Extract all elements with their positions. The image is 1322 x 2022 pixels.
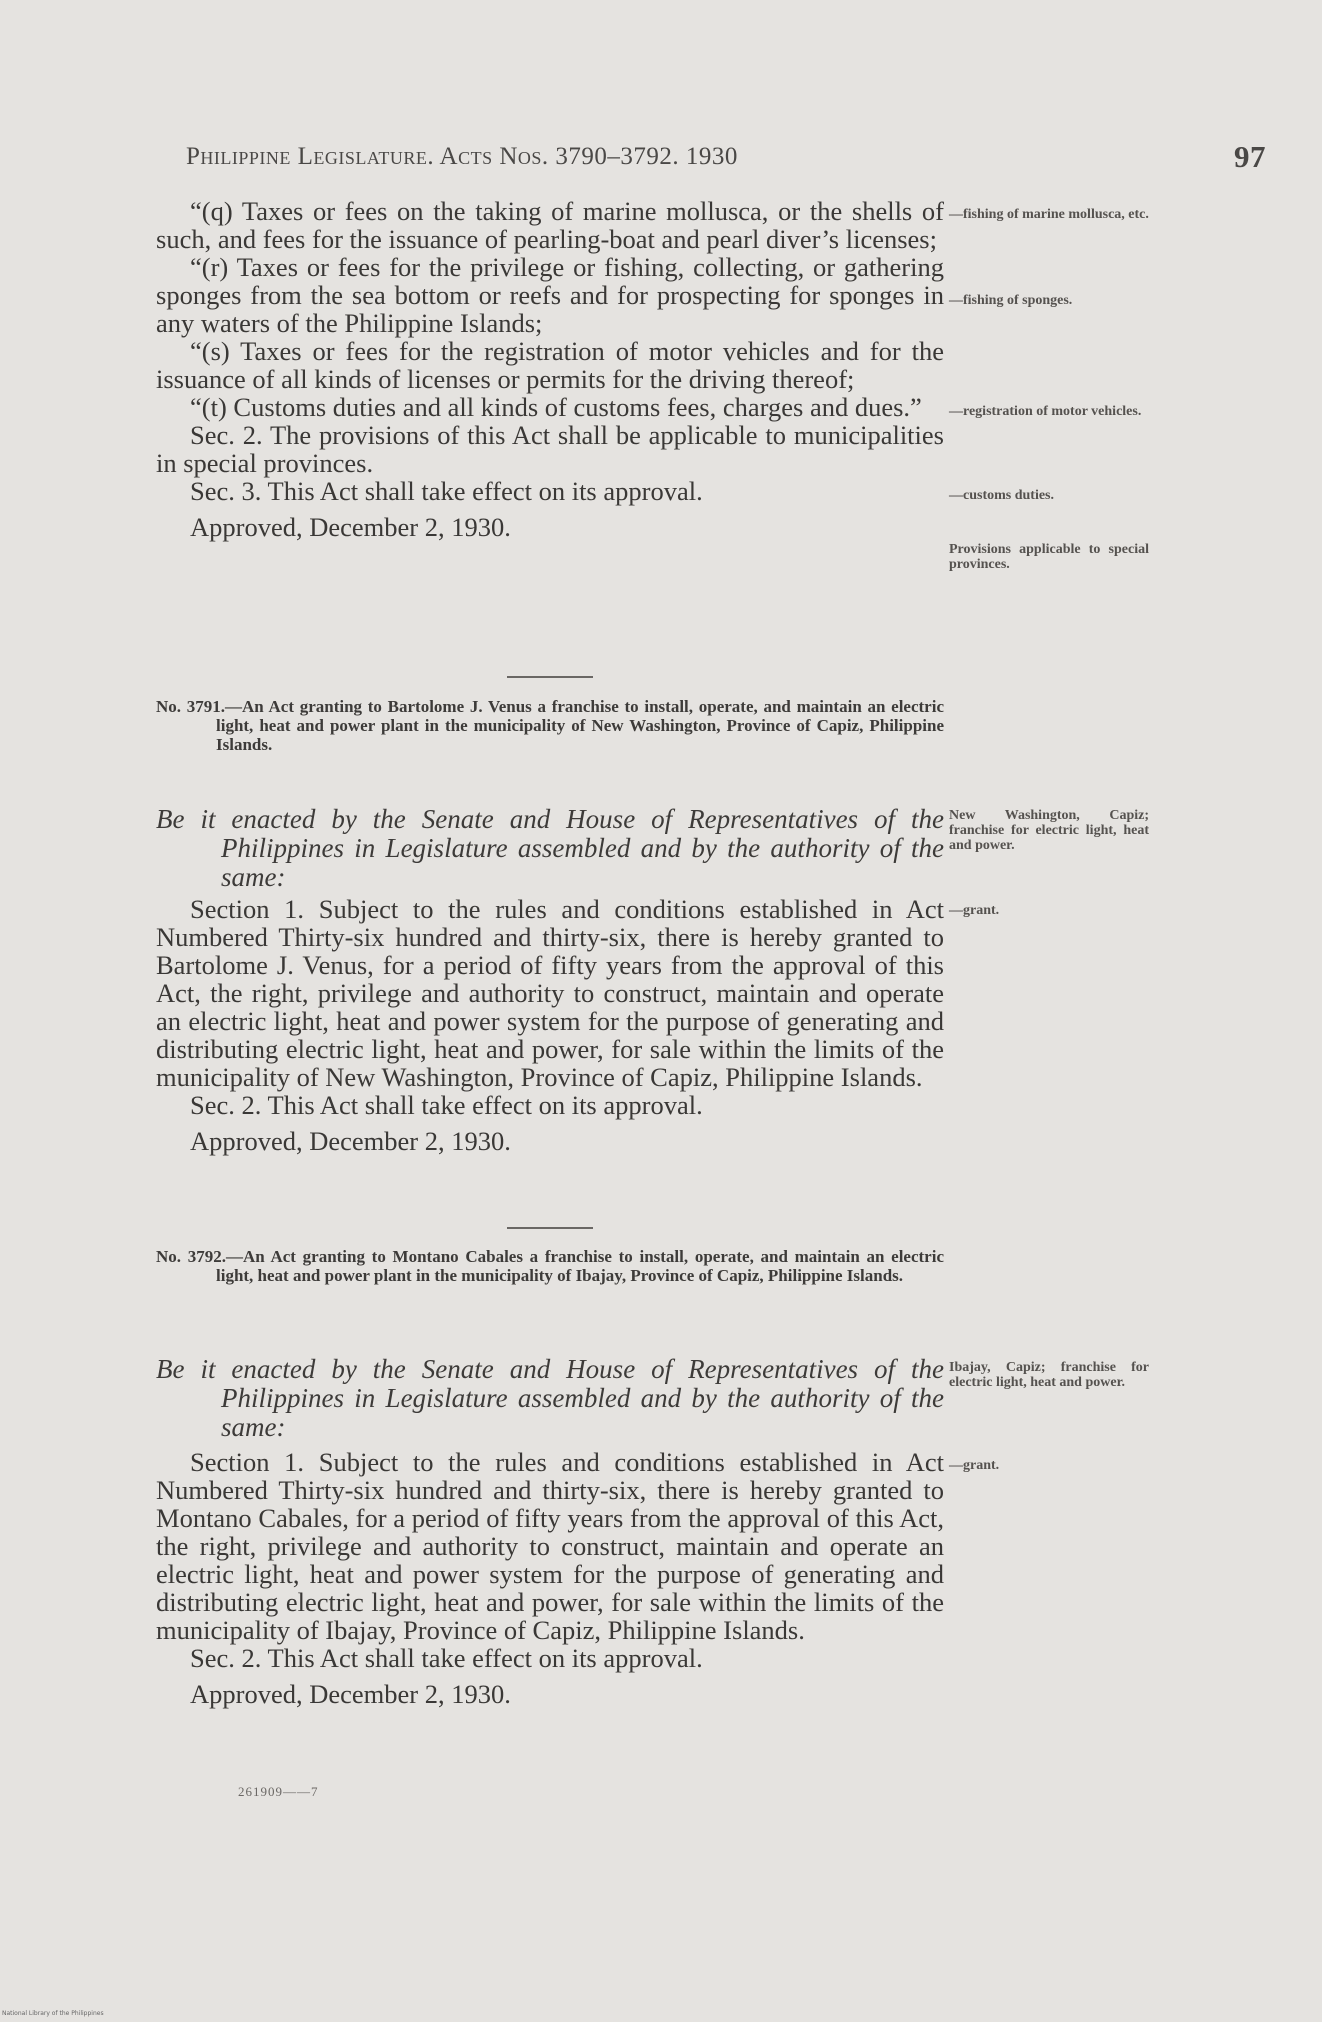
act-3792-body [156, 1448, 944, 1708]
act-3791-section-2: Sec. 2. This Act shall take effect on its approval. [190, 1090, 703, 1120]
act-3791-section-1: Section 1. Subject to the rules and conditions established in Act Numbered Thirty-six hundred and thirty-six, there is hereby granted to Bartolome J. Venus, for a period of fifty years from the approval of this Act, the right, privilege and authority to construct, maintain and operate an electric light, heat and power system for the purpose of generating and distributing electric light, heat and power, for sale within the limits of the municipality of New Washington, Province of Capiz, Philippine Islands. [156, 894, 944, 1092]
act-3792-enacting-clause: Be it enacted by the Senate and House of Representatives of the Philippines in Legislature assembled and by the authority of the same: [156, 1354, 944, 1442]
section-divider [507, 676, 593, 678]
margin-note-customs: —customs duties. [949, 488, 1055, 503]
paragraph-r: “(r) Taxes or fees for the privilege or fishing, collecting, or gathering sponges from the sea bottom or reefs and for prospecting for sponges in any waters of the Philippine Islands; [156, 252, 944, 338]
act-3791-title: No. 3791.—An Act granting to Bartolome J. Venus a franchise to install, operate, and maintain an electric light, heat and power plant in the municipality of New Washington, Province of Capiz, Philippine Islands. [156, 697, 944, 754]
act-3791-body [156, 895, 944, 1155]
margin-note-motor-vehicles: —registration of motor vehicles. [949, 404, 1142, 419]
margin-note-grant: —grant. [949, 903, 1000, 918]
paragraph-s: “(s) Taxes or fees for the registration of motor vehicles and for the issuance of all kinds of licenses or permits for the driving thereof; [156, 336, 944, 394]
section-divider [507, 1227, 593, 1229]
act-3792-title: No. 3792.—An Act granting to Montano Cabales a franchise to install, operate, and maintain an electric light, heat and power plant in the municipality of Ibajay, Province of Capiz, Philippine Islands. [156, 1247, 944, 1285]
act-3790-continuation [156, 197, 944, 541]
section-2: Sec. 2. The provisions of this Act shall be applicable to municipalities in special provinces. [156, 420, 944, 478]
margin-note-mollusca: —fishing of marine mollusca, etc. [949, 207, 1149, 222]
paragraph-t: “(t) Customs duties and all kinds of customs fees, charges and dues.” [190, 392, 922, 422]
margin-note-ibajay: Ibajay, Capiz; franchise for electric light, heat and power. [949, 1360, 1149, 1390]
approved-date: Approved, December 2, 1930. [190, 512, 511, 542]
act-3791-approved: Approved, December 2, 1930. [190, 1126, 511, 1156]
margin-note-new-washington: New Washington, Capiz; franchise for electric light, heat and power. [949, 808, 1149, 853]
library-watermark: National Library of the Philippines [2, 2010, 104, 2017]
section-3: Sec. 3. This Act shall take effect on its approval. [190, 476, 703, 506]
margin-note-sponges: —fishing of sponges. [949, 293, 1073, 308]
act-3791-enacting-clause: Be it enacted by the Senate and House of Representatives of the Philippines in Legislature assembled and by the authority of the same: [156, 804, 944, 892]
page-number: 97 [1234, 139, 1266, 174]
margin-note-grant: —grant. [949, 1458, 1000, 1473]
act-3792-section-2: Sec. 2. This Act shall take effect on its approval. [190, 1643, 703, 1673]
margin-note-special-provinces: Provisions applicable to special provinces. [949, 542, 1149, 572]
act-3792-section-1: Section 1. Subject to the rules and conditions established in Act Numbered Thirty-six hundred and thirty-six, there is hereby granted to Montano Cabales, for a period of fifty years from the approval of this Act, the right, privilege and authority to construct, maintain and operate an electric light, heat and power system for the purpose of generating and distributing electric light, heat and power, for sale within the limits of the municipality of Ibajay, Province of Capiz, Philippine Islands. [156, 1447, 944, 1645]
paragraph-q: “(q) Taxes or fees on the taking of marine mollusca, or the shells of such, and fees for the issuance of pearling-boat and pearl diver’s licenses; [156, 196, 944, 254]
header-title: Philippine Legislature. Acts Nos. 3790–3792. 1930 [186, 143, 738, 170]
printer-code: 261909——7 [238, 1784, 319, 1799]
act-3792-approved: Approved, December 2, 1930. [190, 1679, 511, 1709]
